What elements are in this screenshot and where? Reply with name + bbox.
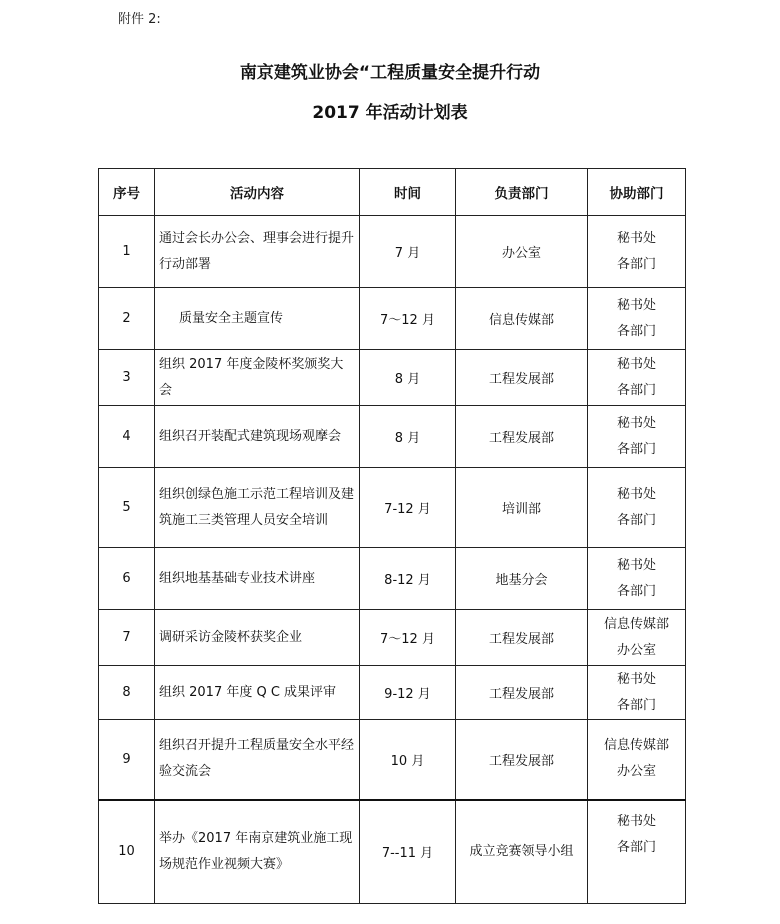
row-number: 6: [99, 548, 155, 610]
row-number: 5: [99, 468, 155, 548]
row-time: 8 月: [360, 406, 456, 468]
row-content: 组织召开装配式建筑现场观摩会: [155, 406, 360, 468]
row-dept: 信息传媒部: [456, 288, 588, 350]
row-number: 10: [99, 800, 155, 904]
row-time: 10 月: [360, 720, 456, 800]
assist-line: 各部门: [616, 323, 656, 339]
assist-line: 秘书处: [616, 813, 656, 829]
row-dept: 工程发展部: [456, 720, 588, 800]
row-content: 组织 2017 年度 Q C 成果评审: [155, 666, 360, 720]
row-content: 通过会长办公会、理事会进行提升行动部署: [155, 216, 360, 288]
document-subtitle: 2017 年活动计划表: [312, 103, 468, 123]
table-row: [99, 468, 686, 548]
row-number: 2: [99, 288, 155, 350]
table-row: [99, 548, 686, 610]
assist-line: 办公室: [616, 642, 656, 658]
column-header-dept: 负责部门: [456, 169, 588, 216]
row-number: 7: [99, 610, 155, 666]
assist-line: 办公室: [616, 764, 656, 780]
assist-line: 秘书处: [616, 297, 656, 313]
row-number: 4: [99, 406, 155, 468]
assist-line: 各部门: [616, 382, 656, 398]
assist-line: 秘书处: [616, 356, 656, 372]
row-dept: 成立竞赛领导小组: [456, 800, 588, 904]
row-assist: [588, 800, 686, 904]
assist-line: 秘书处: [616, 486, 656, 502]
row-dept: 办公室: [456, 216, 588, 288]
assist-line: 信息传媒部: [603, 738, 669, 754]
row-time: 8 月: [360, 350, 456, 406]
row-number: 9: [99, 720, 155, 800]
column-header-content: 活动内容: [155, 169, 360, 216]
column-header-assist: 协助部门: [588, 169, 686, 216]
table-row: [99, 800, 686, 904]
row-time: 9-12 月: [360, 666, 456, 720]
row-time: 7～12 月: [360, 610, 456, 666]
row-content: 组织创绿色施工示范工程培训及建筑施工三类管理人员安全培训: [155, 468, 360, 548]
document-title: 南京建筑业协会“工程质量安全提升行动: [239, 63, 541, 83]
row-dept: 培训部: [456, 468, 588, 548]
column-header-time: 时间: [360, 169, 456, 216]
table-row: [99, 720, 686, 800]
table-header-row: [99, 169, 686, 216]
row-time: 7～12 月: [360, 288, 456, 350]
row-assist: [588, 406, 686, 468]
table-row: [99, 666, 686, 720]
row-dept: 工程发展部: [456, 610, 588, 666]
assist-line: 秘书处: [616, 557, 656, 573]
table-row: [99, 610, 686, 666]
row-content: 组织 2017 年度金陵杯奖颁奖大会: [155, 350, 360, 406]
row-time: 7--11 月: [360, 800, 456, 904]
row-content: 组织地基基础专业技术讲座: [155, 548, 360, 610]
row-content: 调研采访金陵杯获奖企业: [155, 610, 360, 666]
row-time: 8-12 月: [360, 548, 456, 610]
row-assist: [588, 610, 686, 666]
assist-line: 各部门: [616, 512, 656, 528]
column-header-no: 序号: [99, 169, 155, 216]
row-number: 1: [99, 216, 155, 288]
assist-line: 各部门: [616, 441, 656, 457]
assist-line: 各部门: [616, 839, 656, 855]
table-row: [99, 288, 686, 350]
row-time: 7-12 月: [360, 468, 456, 548]
table-row: [99, 406, 686, 468]
row-content: 组织召开提升工程质量安全水平经验交流会: [155, 720, 360, 800]
table-row: [99, 216, 686, 288]
assist-line: 秘书处: [616, 671, 656, 687]
assist-line: 各部门: [616, 256, 656, 272]
row-content: 质量安全主题宣传: [155, 288, 360, 350]
row-dept: 地基分会: [456, 548, 588, 610]
assist-line: 各部门: [616, 583, 656, 599]
row-dept: 工程发展部: [456, 350, 588, 406]
row-assist: [588, 720, 686, 800]
row-content: 举办《2017 年南京建筑业施工现场规范作业视频大赛》: [155, 800, 360, 904]
row-assist: [588, 548, 686, 610]
row-assist: [588, 288, 686, 350]
row-assist: [588, 350, 686, 406]
attachment-label: 附件 2:: [118, 12, 161, 27]
row-assist: [588, 216, 686, 288]
row-number: 3: [99, 350, 155, 406]
row-assist: [588, 666, 686, 720]
row-dept: 工程发展部: [456, 666, 588, 720]
assist-line: 秘书处: [616, 230, 656, 246]
assist-line: 秘书处: [616, 415, 656, 431]
row-assist: [588, 468, 686, 548]
assist-line: 信息传媒部: [603, 616, 669, 632]
assist-line: 各部门: [616, 697, 656, 713]
table-row: [99, 350, 686, 406]
activity-plan-table: [98, 168, 686, 904]
row-time: 7 月: [360, 216, 456, 288]
row-dept: 工程发展部: [456, 406, 588, 468]
row-number: 8: [99, 666, 155, 720]
